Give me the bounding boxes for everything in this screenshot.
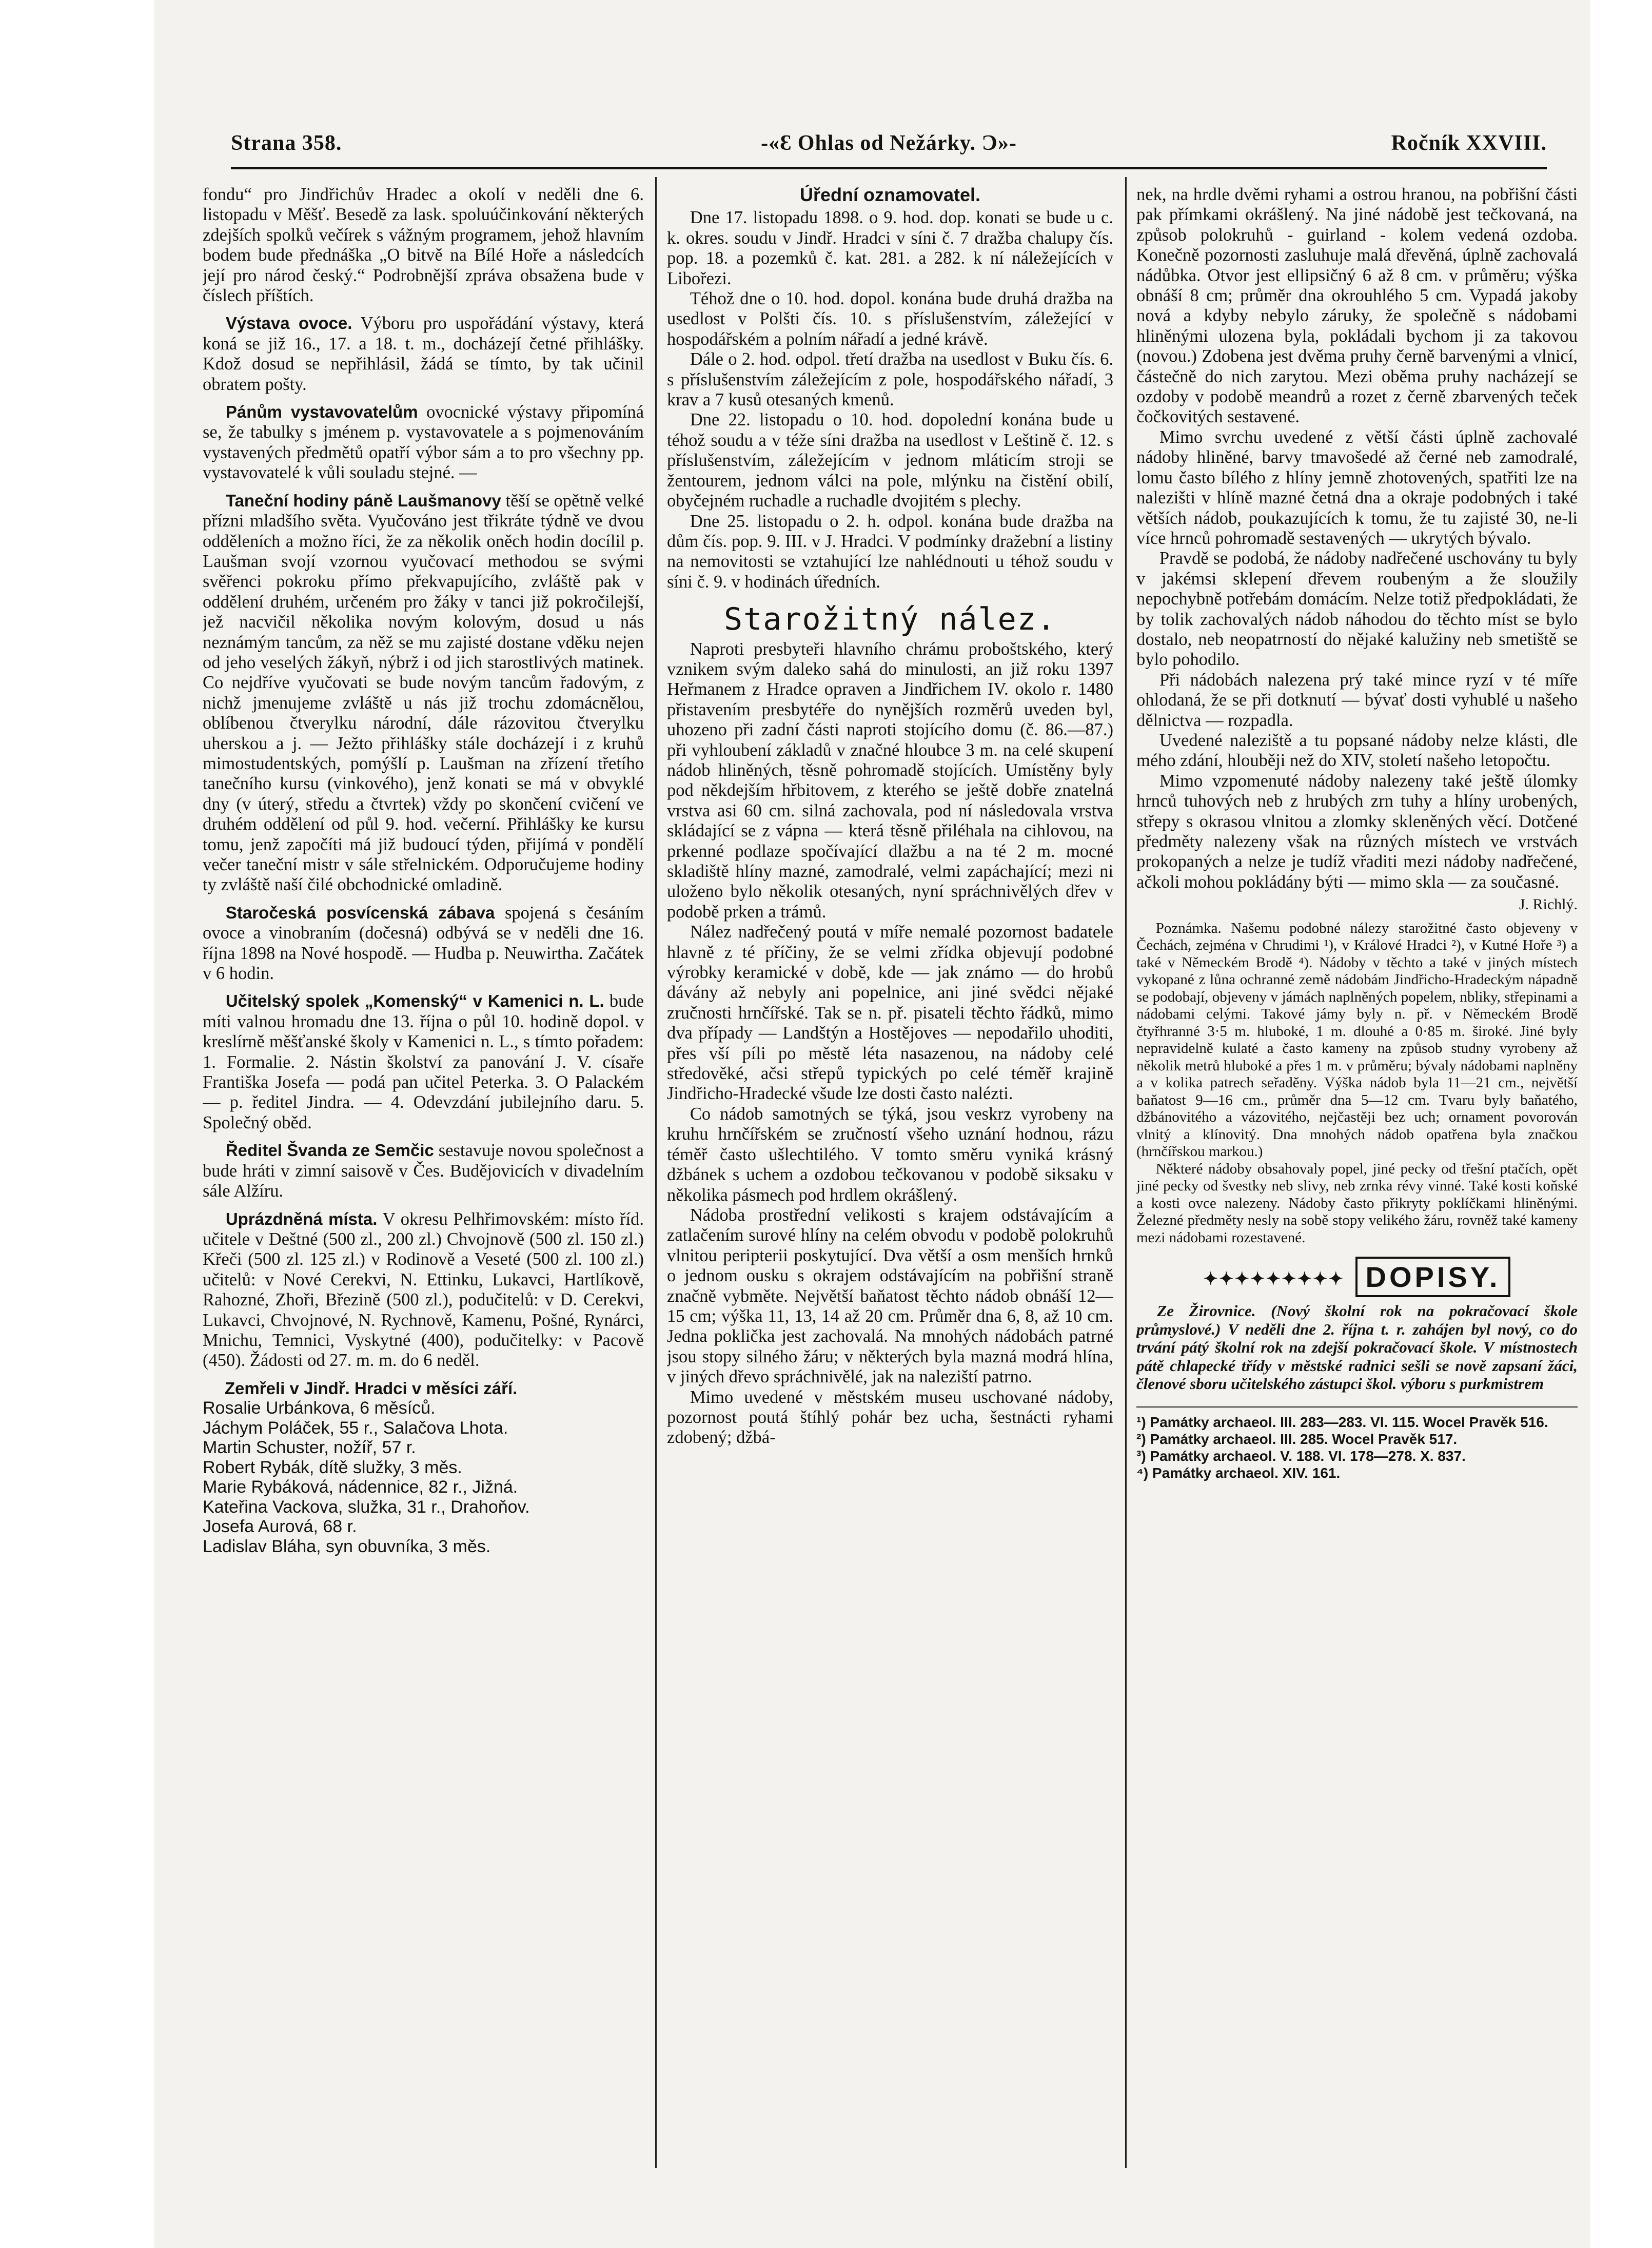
- news-text: V okresu Pelhřimovském: místo říd. učitele v Deštné (500 zl., 200 zl.) Chvojnově (500 zl. 150 zl.) Křeči (500 zl. 125 zl.) v Rodinově a Veseté (500 zl. 100 zl.) učitelů: v Nové Cerekvi, N. Ettinku, Lukavci, Hartlíkově, Rahozné, Zhoři, Březině (500 zl.), podučitelů: v D. Cerekvi, Lukavci, Chvojnové, N. Rychnově, Kamenu, Pošné, Rynárci, Mnichu, Temnici, Vyskytné (400), podučitelky: v Pacově (450). Žádosti od 27. m. m. do 6 neděl.: [203, 1209, 644, 1371]
- column-3: [1136, 185, 1578, 2171]
- masthead-title: -«Ɛ Ohlas od Nežárky. Ɔ»-: [761, 131, 1017, 155]
- list-item: Ladislav Bláha, syn obuvníka, 3 měs.: [203, 1536, 491, 1556]
- article-paragraph: Co nádob samotných se týká, jsou veskrz vyrobeny na kruhu hrnčířském se zručností všeho uznání hodnou, rázu téměř často ušlechtilého. V tomto směru vyniká krásný džbánek s uchem a ozdobou tečkovanou v podobě siksaku v několika pásmech pod hrdlem okrášlený.: [667, 1104, 1113, 1205]
- note-paragraph: Poznámka. Našemu podobné nálezy starožitné často objeveny v Čechách, zejména v Chrudimi ¹), v Králové Hradci ²), v Kutné Hoře ³) a také v Německém Brodě ⁴). Nádoby v těchto a také v jiných místech vykopané z lůna ochranné země nádobám Jindřicho-Hradeckým nápadně se podobají, objeveny v jámách naplněných popelem, nbliky, střepinami a nádobami celými. Takové jámy byly n. př. v Německém Brodě čtyřhranné 3·5 m. hluboké, 1 m. dlouhé a 0·85 m. široké. Jiné byly nepravidelně kulaté a často kameny na způsob studny vyrobeny až několik metrů hluboké a přes 1 m. v průměru; bývaly nádobami naplněny a v kolika patrech seřaděny. Výška nádob byla 11—21 cm., největší baňatost 9—16 cm., průměr dna 5—12 cm. Tvaru byly baňatého, džbánovitého a vázovitého, nejčastěji bez uch; ornament povorován vlnitý a klínovitý. Dna mnohých nádob opatřena byla značkou (hrnčířskou markou.): [1136, 920, 1578, 1160]
- rubric: Pánům vystavovatelům: [225, 402, 418, 422]
- news-item-spolek: [203, 991, 644, 1133]
- page-header: [231, 131, 1547, 162]
- notice-paragraph: Dne 25. listopadu o 2. h. odpol. konána bude dražba na dům čís. pop. 9. III. v J. Hradci. V podmínky dražební a listiny na nemovitosti se vztahující lze nahlédnouti u téhož soudu v síni č. 9. v hodinách úředních.: [667, 511, 1113, 592]
- deaths-list: [203, 1398, 644, 1556]
- author-signature: J. Richlý.: [1519, 896, 1578, 913]
- notice-paragraph: Téhož dne o 10. hod. dopol. konána bude druhá dražba na usedlost v Polšti čís. 10. s příslušenstvím, záležející v hospodářském a polním nářadí a jedné krávě.: [667, 289, 1113, 349]
- list-item: Martin Schuster, nožíř, 57 r.: [203, 1438, 416, 1458]
- news-text: Výboru pro uspořádání výstavy, která koná se již 16., 17. a 18. t. m., docházejí četné přihlášky. Kdož dosud se nepřihlásil, žádá se tímto, by tak učinil obratem pošty.: [203, 314, 644, 394]
- column-divider: [655, 177, 657, 2168]
- news-item-zabava: [203, 903, 644, 984]
- footnote: ²) Památky archaeol. III. 285. Wocel Pravěk 517.: [1136, 1431, 1458, 1447]
- footnote: ¹) Památky archaeol. III. 283—283. VI. 115. Wocel Pravěk 516.: [1136, 1414, 1548, 1430]
- article-paragraph: Nález nadřečený poutá v míře nemalé pozornost badatele hlavně z té příčiny, že se velmi zřídka objevují podobné výrobky keramické v době, kde — jak známo — do hrobů dávány až nebyly ani popelnice, ani jiné svědci nějaké zručnosti hrnčířské. Tak se n. př. pisateli těchto řádků, mimo dva případy — Landštýn a Hostějoves — nepodařilo uhoditi, přes vší píli po městě léta nasazenou, na nádoby celé středověké, ačsi střepů typických po celé téměř krajině Jindřicho-Hradecké všude lze dosti často nalézti.: [667, 922, 1113, 1104]
- rubric: Učitelský spolek „Komenský“ v Kamenici n. L.: [225, 991, 604, 1011]
- article-paragraph: Při nádobách nalezena prý také mince ryzí v té míře ohlodaná, že se při dotknutí — bývať dosti vyhublé u našeho dělnictva — rozpadla.: [1136, 670, 1578, 730]
- page-number: Strana 358.: [231, 131, 342, 155]
- article-continuation: fondu“ pro Jindřichův Hradec a okolí v neděli dne 6. listopadu v Měšť. Besedě za lask. spoluúčinkování některých zdejších spolků večírek s vážným programem, jehož hlavním bodem bude přednáška „O bitvě na Bílé Hoře a následcích její pro národ český.“ Podrobnější zpráva obsažena bude v číslech příštích.: [203, 185, 644, 306]
- newspaper-page: [154, 0, 1590, 2248]
- article-paragraph: Pravdě se podobá, že nádoby nadřečené uschovány tu byly v jakémsi sklepení dřevem roubeným a že sloužily nepochybně potřebám domácím. Nelze totiž předpokládati, že by tolik zachovalých nádob náhodou do těchto míst se bylo dostalo, neb neopatrností do nějaké kalužiny neb smetiště se bylo pohodilo.: [1136, 549, 1578, 670]
- section-title-dopisy: [1136, 1261, 1578, 1294]
- list-item: Rosalie Urbánkova, 6 měsíců.: [203, 1398, 436, 1418]
- volume-number: Ročník XXVIII.: [1391, 131, 1547, 155]
- news-item-vystavovatele: [203, 402, 644, 483]
- news-text: bude míti valnou hromadu dne 13. října o půl 10. hodině dopol. v kreslírně měšťanské školy v Kamenici n. L., s tímto pořadem: 1. Formalie. 2. Nástin školství za panování J. V. císaře Františka Josefa — podá pan učitel Peterka. 3. O Palackém — p. ředitel Jindra. — 4. Odevzdání jubilejního daru. 5. Společný oběd.: [203, 991, 644, 1132]
- footnote: ³) Památky archaeol. V. 188. VI. 178—278. X. 837.: [1136, 1448, 1466, 1464]
- footnote: ⁴) Památky archaeol. XIV. 161.: [1136, 1464, 1341, 1481]
- list-item: Robert Rybák, dítě služky, 3 měs.: [203, 1457, 462, 1477]
- notice-paragraph: Dne 22. listopadu o 10. hod. dopolední konána bude u téhož soudu a v téže síni dražba na usedlost v Leštině č. 12. s příslušenstvím, záležejícím v jednom mláticím stroji se žentourem, jednom válci na pole, mlýnku na čistění obilí, obyčejném ruchadle a ruchadle dvojitém s plechy.: [667, 410, 1113, 511]
- header-rule: [231, 167, 1547, 169]
- article-paragraph: Mimo svrchu uvedené z větší části úplně zachovalé nádoby hliněné, barvy tmavošedé až černé neb zamodralé, lomu často bílého z hlíny jemně zhotovených, spatřiti lze na nalezišti v hlíně mazné četná dna a okraje podobných i také větších nádob, poukazujících k tomu, že tu zajisté 30, ne-li více hrnců pohromadě sestavených — ukrytých bývalo.: [1136, 427, 1578, 548]
- article-paragraph: Mimo uvedené v městském museu uschované nádoby, pozornost poutá štíhlý pohár bez ucha, šestnácti ryhami zdobený; džbá-: [667, 1387, 1113, 1448]
- list-item: Kateřina Vackova, služka, 31 r., Drahoňov.: [203, 1497, 530, 1517]
- deaths-title: Zemřeli v Jindř. Hradci v měsíci září.: [224, 1378, 518, 1398]
- footnotes: [1136, 1406, 1578, 1481]
- rubric: Výstava ovoce.: [225, 314, 352, 333]
- dopisy-label: DOPISY.: [1355, 1257, 1511, 1297]
- column-divider: [1125, 177, 1127, 2168]
- article-paragraph: Uvedené naleziště a tu popsané nádoby nelze klásti, dle mého zdání, hlouběji než do XIV, století našeho letopočtu.: [1136, 730, 1578, 771]
- news-text: těší se opětně velké přízni mladšího světa. Vyučováno jest třikráte týdně ve dvou odděleních a možno říci, že za několik oněch hodin docílil p. Laušman svojí vzornou vyučovací methodou se svými svěřenci pokroku přímo překvapujícího, zvláště pak v oddělení druhém, určeném pro žáky v tanci již pokročilejší, jež nacvičil několika novým kolovým, dosud u nás neznámým tancům, za něž se mu zajisté dostane vděku nejen od jeho veselých žákyň, nýbrž i od jich starostlivých matinek. Co nejdříve vyučovati se bude novým tancům řadovým, z nichž jmenujeme zvláště u nás již trochu zdomácnělou, oblíbenou čtverylku národní, dále rázovitou čtverylku uherskou a j. — Ježto přihlášky stále docházejí i z kruhů mimostudentských, pomýšlí p. Laušman na zřízení třetího tanečního kursu (vinkovéhо), jenž konati se má v obvyklé dny (v úterý, středu a čtvrtek) vždy po skončení cvičení ve druhém oddělení od půl 9. hod. večerní. Přihlášky ke kursu tomu, jenž započíti má již budoucí týden, přijímá v pondělí večer taneční mistr v sále střelnickém. Odporučujeme hodiny ty zvláště naší čilé obchodnické omladině.: [203, 491, 644, 895]
- article-paragraph: nek, na hrdle dvěmi ryhami a ostrou hranou, na pobřišní části pak přímkami okrášlený. Na jiné nádobě jest tečkovaná, na způsob polokruhů - guirland - kolem vedená ozdoba. Konečně pozornosti zasluhuje malá dřevěná, úplně zachovalá nádůbka. Otvor jest ellipsičný 6 až 8 cm. v průměru; výška obnáší 8 cm; průměr dna okrouhlého 5 cm. Vypadá jakoby nová a kdyby nebylo záruky, že společně s nádobami hliněnými ulozena byla, pokládali bychom ji za takovou (novou.) Zdobena jest dvěma pruhy černě barvenými a vlnicí, částečně do nich zarytou. Mezi oběma pruhy nacházejí se ozdoby v podobě meandrů a rozet z černě zbarvených teček čočkovitých sestavené.: [1136, 185, 1578, 427]
- rubric: Ředitel Švanda ze Semčic: [225, 1141, 434, 1160]
- rubric: Staročeská posvícenská zábava: [225, 903, 495, 922]
- rubric: Uprázdněná místa.: [225, 1209, 378, 1228]
- news-item-reditel: [203, 1140, 644, 1201]
- notice-paragraph: Dále o 2. hod. odpol. třetí dražba na usedlost v Buku čís. 6. s příslušenstvím záležejícím z pole, hospodářského nářadí, 3 krav a 7 kusů otesaných kmenů.: [667, 349, 1113, 410]
- article-paragraph: Nádoba prostřední velikosti s krajem odstávajícím a zatlačením surové hlíny na celém obvodu v podobě polokruhů vlnitou peripterii poskytující. Dva větší a osm menších hrnků o jednom ousku s okrajem odstávajícím na pobřišní straně značně vybměte. Největší baňatost těchto nádob obnáší 12—15 cm; výška 11, 13, 14 až 20 cm. Průměr dna 6, 8, až 10 cm. Jedna poklička jest zachovalá. Na mnohých nádobách patrné jsou stopy silného žáru; v některých byla mazná modrá hlína, v jiných dřevo spráchnivělé, jak na naleziští patrno.: [667, 1205, 1113, 1387]
- ornament: ✦✦✦✦✦✦✦✦✦: [1203, 1269, 1344, 1289]
- rubric: Taneční hodiny páně Laušmanovy: [225, 491, 501, 510]
- news-item-mista: [203, 1209, 644, 1371]
- news-text: ovocnické výstavy připomíná se, že tabulky s jménem p. vystavovatele a s pojmenováním vystavených předmětů opatří výbor sám a to pro všechny pp. vystavovatelé k vůli souladu stejné. —: [203, 402, 644, 483]
- list-item: Jáchym Poláček, 55 r., Salačova Lhota.: [203, 1418, 508, 1438]
- note-paragraph: Některé nádoby obsahovaly popel, jiné pecky od třešní ptačích, opět jiné pecky od švestky neb slivy, neb zrnka révy vinné. Také kosti koňské a kosti ovce nalezeny. Nádoby často přikryty poklíčkami hliněnými. Železné předměty nesly na sobě stopy velikého žáru, rovněž také kameny mezi nádobami rozestavené.: [1136, 1160, 1578, 1246]
- list-item: Josefa Aurová, 68 r.: [203, 1517, 357, 1537]
- article-title-nalez: Starožitný nález.: [723, 601, 1057, 638]
- column-2: [667, 185, 1113, 2171]
- news-text: sestavuje novou společnost a bude hráti v zimní saisově v Čes. Budějovicích v divadelním sále Alžíru.: [203, 1141, 644, 1201]
- column-1: [203, 185, 644, 2171]
- scan-margin: [0, 0, 154, 2248]
- article-paragraph: Mimo vzpomenuté nádoby nalezeny také ještě úlomky hrnců tuhových neb z hrubých zrn tuhy a hlíny urobených, střepy s okrasou vlnitou a zlomky skleněných věcí. Dotčené předměty nalezeny však na různých místech ve vrstvách prokopaných a nelze je tudíž vřaditi mezi nádoby nadřečené, ačkoli mohou pokládány býti — mimo skla — za současné.: [1136, 771, 1578, 892]
- notice-paragraph: Dne 17. listopadu 1898. o 9. hod. dop. konati se bude u c. k. okres. soudu v Jindř. Hradci v síni č. 7 dražba chalupy čís. pop. 18. a pozemků č. kat. 281. a 282. k ní náležejících v Libořezi.: [667, 208, 1113, 288]
- news-item-tanecni: [203, 491, 644, 895]
- news-text: spojená s česáním ovoce a vinobraním (dočesná) odbývá se v neděli dne 16. října 1898 na Nové hospodě. — Hudba p. Neuwirtha. Začátek v 6 hodin.: [203, 903, 644, 984]
- article-paragraph: Naproti presbyteři hlavního chrámu proboštského, který vznikem svým daleko sahá do minulosti, an již roku 1397 Heřmanem z Hradce opraven a Jindřichem IV. okolo r. 1480 přistavením presbytéře do nynějších rozměrů uveden byl, uhozeno při zadní části naproti stojícího domu (č. 86.—87.) při vyhloubení základů v značné hloubce 3 m. na celé skupení nádob hliněných, těsně pohromadě stojících. Umístěny byly pod někdejším hřbitovem, z kterého se ještě dobře znatelná vrstva asi 60 cm. silná zachovala, pod ní následovala vrstva skládající se z vápna — která těsně přiléhala na cihlovou, na prkenné podlaze spočívající dlažbu a na té 2 m. mocné skladiště hlíny mazné, zamodralé, velmi zapáchající; mezi ni uloženo bylo několik otesaných, nyní spráchnivělých dřev v podobě prken a trámů.: [667, 639, 1113, 922]
- section-title-urad: Úřední oznamovatel.: [799, 185, 981, 205]
- letter-paragraph: Ze Žirovnice. (Nový školní rok na pokračovací škole průmyslové.) V neděli dne 2. října t. r. zahájen byl nový, co do trvání pátý školní rok na zdejší pokračovací škole. V místnostech pátě chlapecké třídy v městské radnici sešli se nově zapsaní žáci, členové sboru učitelského zástupci škol. výboru s purkmistrem: [1136, 1302, 1578, 1393]
- news-item-vystava: [203, 313, 644, 395]
- list-item: Marie Rybáková, nádennice, 82 r., Jižná.: [203, 1477, 518, 1497]
